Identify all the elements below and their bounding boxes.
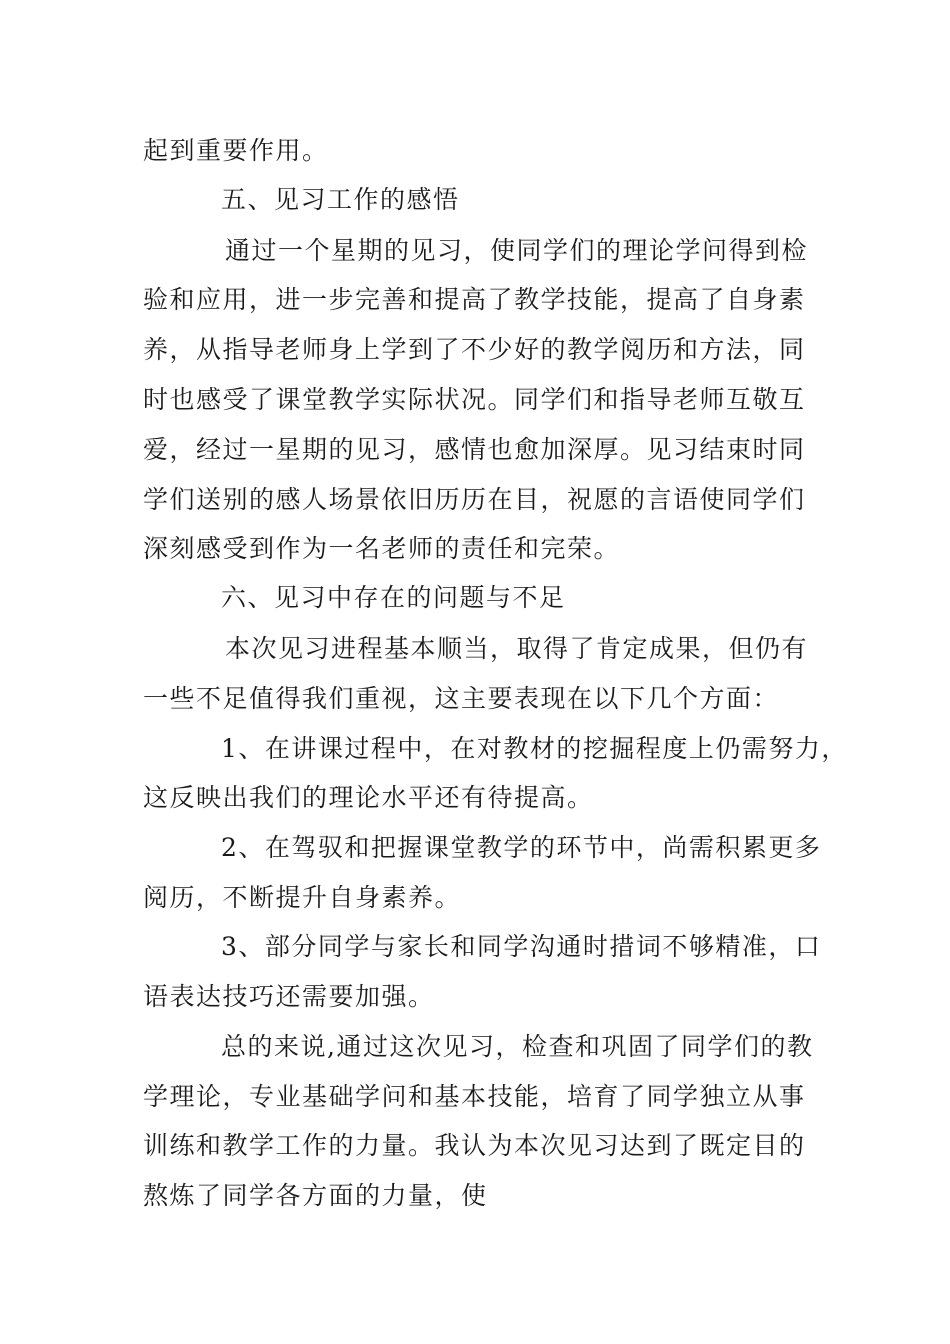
text-line: 语表达技巧还需要加强。: [143, 982, 435, 1011]
text-line: 这反映出我们的理论水平还有待提高。: [143, 783, 594, 812]
summary-paragraph-start: 总的来说,通过这次见习，检查和巩固了同学们的教: [221, 1032, 814, 1061]
text-line: 深刻感受到作为一名老师的责任和完荣。: [143, 534, 621, 563]
text-line: 爱，经过一星期的见习，感情也愈加深厚。见习结束时同: [143, 435, 806, 464]
section-heading-6: 六、见习中存在的问题与不足: [221, 583, 566, 612]
text-line: 熬炼了同学各方面的力量，使: [143, 1181, 488, 1210]
text-line: 训练和教学工作的力量。我认为本次见习达到了既定目的: [143, 1131, 806, 1160]
list-item-2: 2、在驾驭和把握课堂教学的环节中，尚需积累更多: [221, 833, 822, 862]
text-line: 验和应用，进一步完善和提高了教学技能，提高了自身素: [143, 285, 806, 314]
text-line: 时也感受了课堂教学实际状况。同学们和指导老师互敬互: [143, 385, 806, 414]
text-line: 起到重要作用。: [143, 136, 329, 165]
text-line: 养，从指导老师身上学到了不少好的教学阅历和方法，同: [143, 335, 806, 364]
text-line: 本次见习进程基本顺当，取得了肯定成果，但仍有: [225, 634, 809, 663]
text-line: 阅历，不断提升自身素养。: [143, 883, 462, 912]
text-line: 学们送别的感人场景依旧历历在目，祝愿的言语使同学们: [143, 485, 806, 514]
list-item-1: 1、在讲课过程中，在对教材的挖掘程度上仍需努力，: [221, 734, 848, 763]
text-line: 学理论，专业基础学问和基本技能，培育了同学独立从事: [143, 1082, 806, 1111]
text-line: 一些不足值得我们重视，这主要表现在以下几个方面：: [143, 684, 780, 713]
text-line: 通过一个星期的见习，使同学们的理论学问得到检: [225, 236, 809, 265]
section-heading-5: 五、见习工作的感悟: [221, 185, 460, 214]
list-item-3: 3、部分同学与家长和同学沟通时措词不够精准，口: [221, 932, 822, 961]
